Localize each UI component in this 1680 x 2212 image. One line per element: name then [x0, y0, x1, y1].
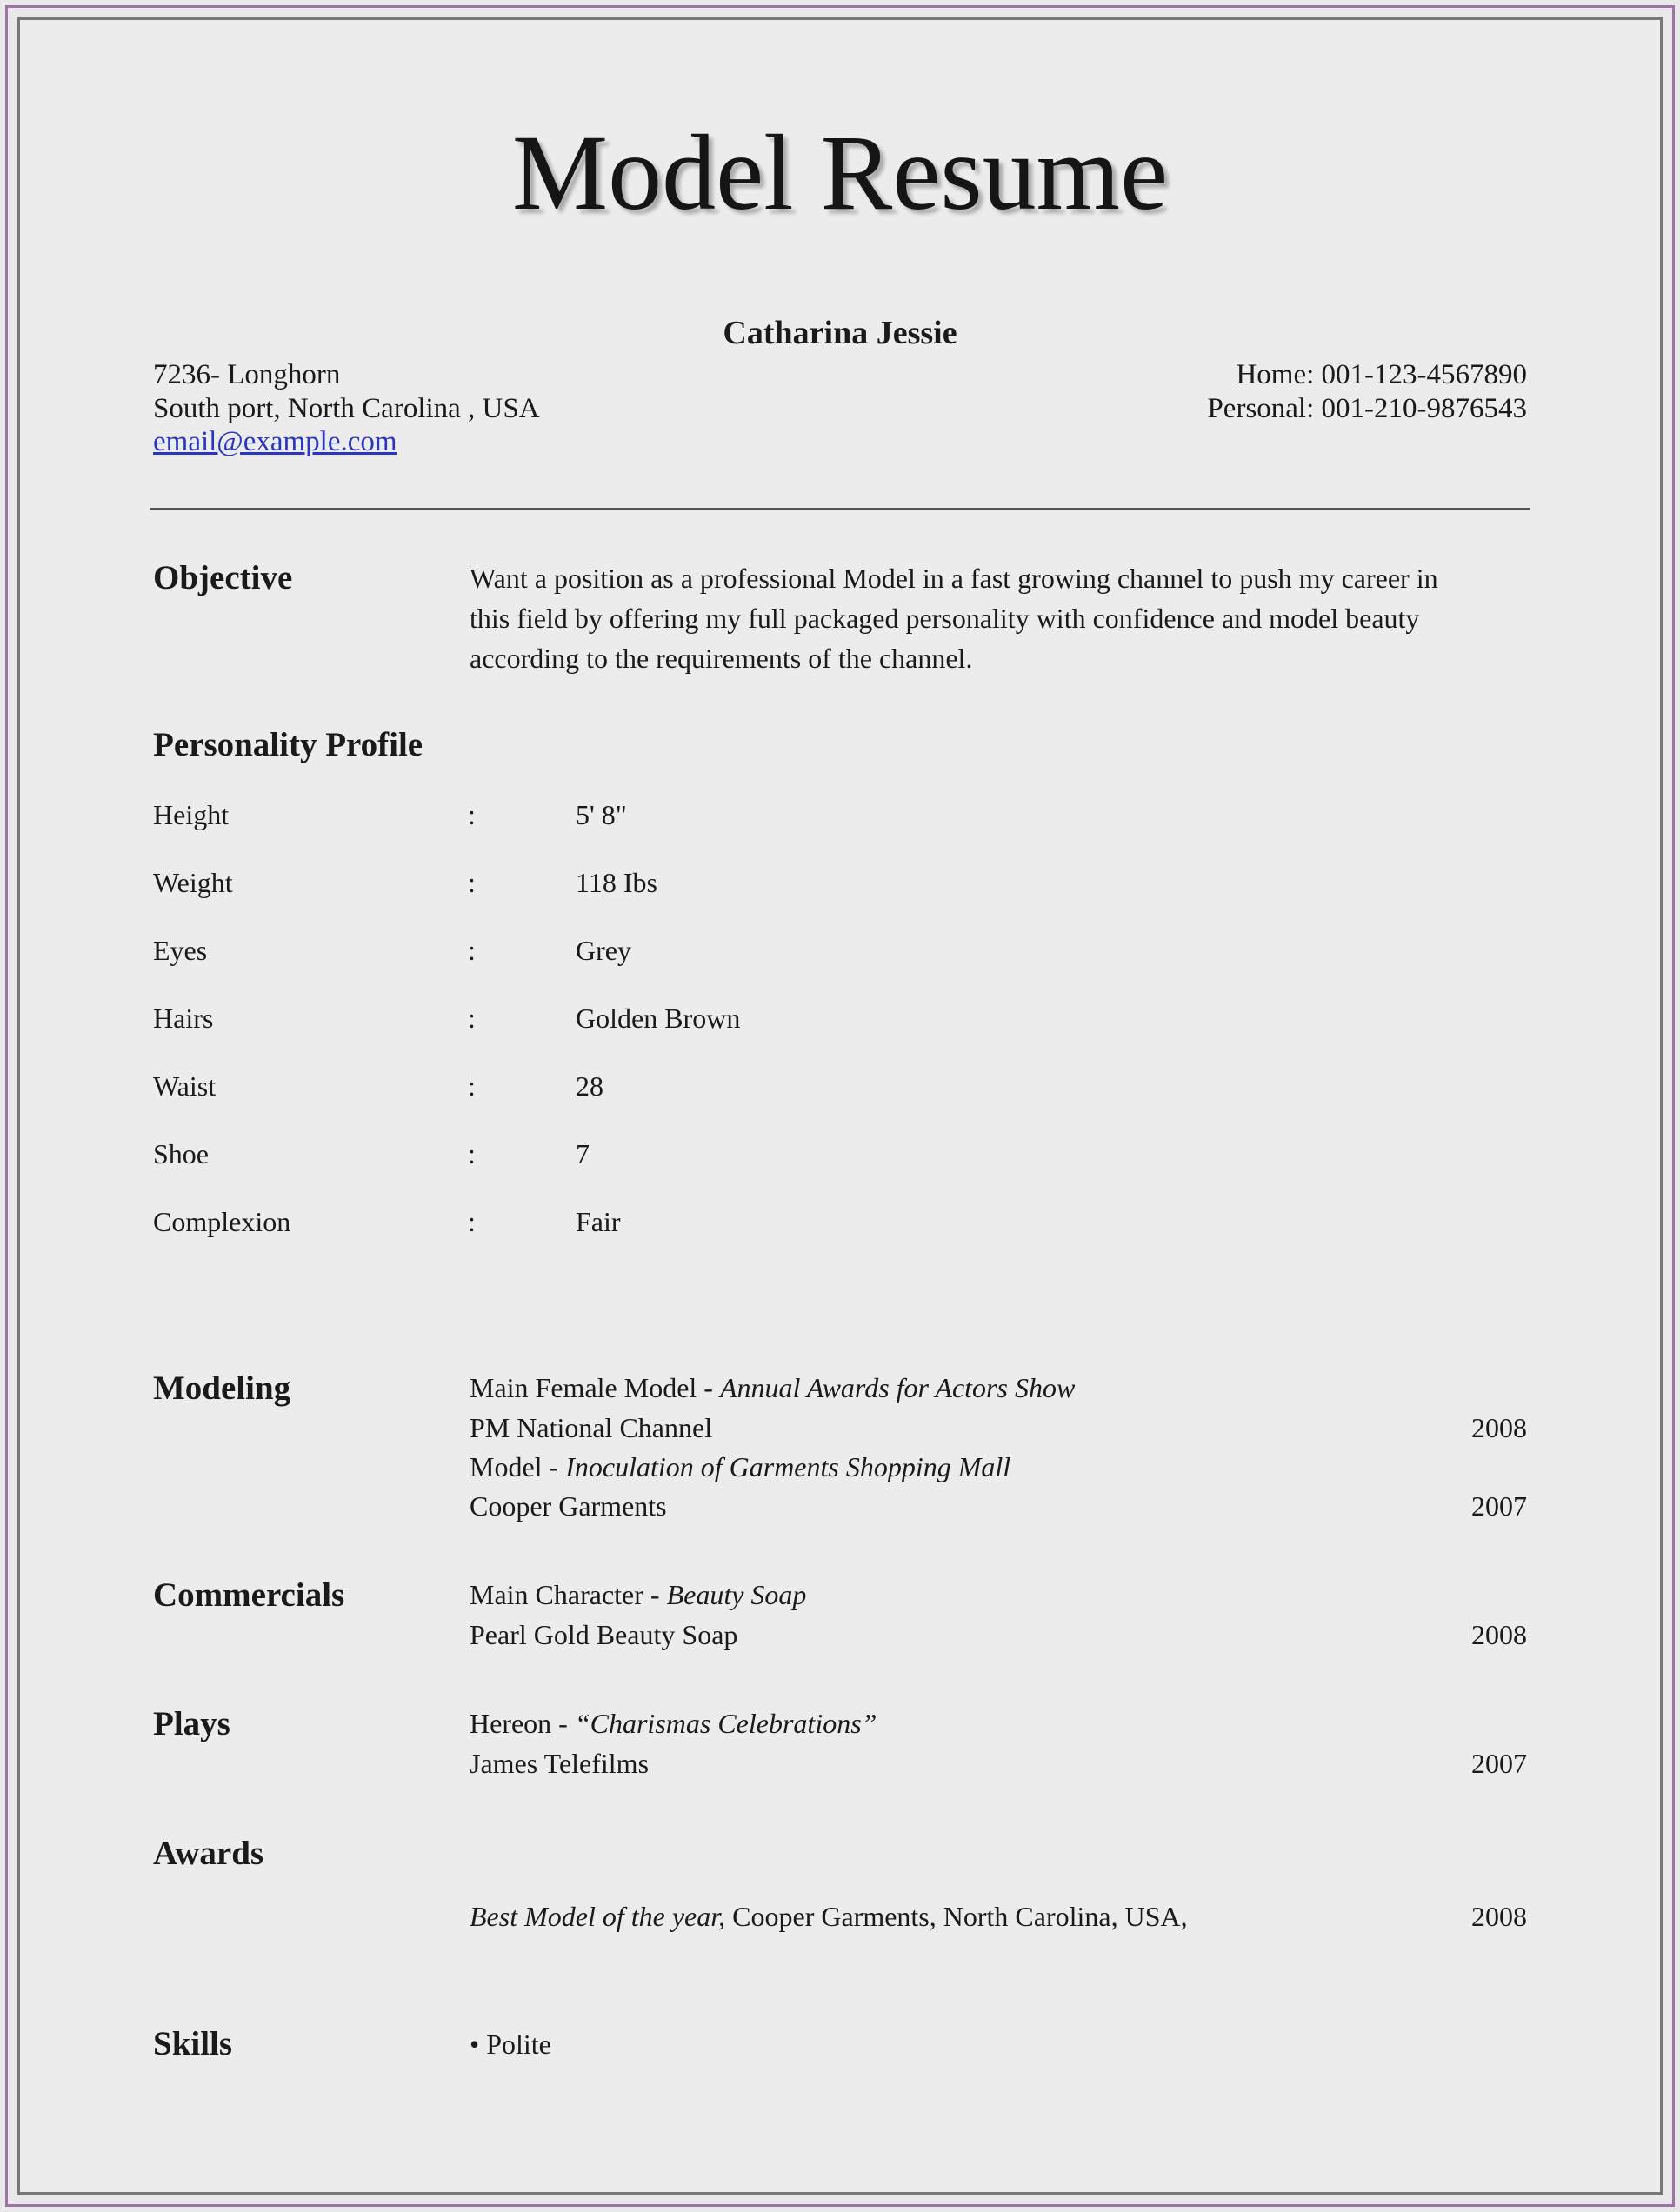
award-year: 2008 — [1471, 1901, 1527, 1932]
email-link[interactable]: email@example.com — [153, 426, 397, 457]
objective-line: Want a position as a professional Model in a fast growing channel to push my career in — [470, 563, 1438, 594]
profile-colon: : — [468, 799, 476, 830]
skill-item: • Polite — [470, 2029, 551, 2060]
entry-event: Inoculation of Garments Shopping Mall — [565, 1451, 1011, 1482]
objective-line: this field by offering my full packaged personality with confidence and model beauty — [470, 603, 1420, 634]
entry-role: Main Character - — [470, 1579, 667, 1610]
home-phone: Home: 001-123-4567890 — [1236, 359, 1527, 390]
entry-title — [470, 1708, 877, 1740]
personality-heading: Personality Profile — [153, 726, 423, 763]
profile-colon: : — [468, 1003, 476, 1034]
entry-event: “Charismas Celebrations” — [574, 1708, 877, 1739]
profile-colon: : — [468, 867, 476, 898]
profile-label: Hairs — [153, 1003, 214, 1034]
entry-role: Model - — [470, 1451, 566, 1482]
objective-line: according to the requirements of the channel. — [470, 643, 973, 674]
entry-event: Beauty Soap — [666, 1579, 807, 1610]
profile-colon: : — [468, 1138, 476, 1169]
entry-year: 2007 — [1471, 1748, 1527, 1779]
profile-value: 5' 8" — [576, 799, 627, 830]
address-line-1: 7236- Longhorn — [153, 359, 341, 390]
profile-value: Golden Brown — [576, 1003, 741, 1034]
profile-label: Eyes — [153, 935, 208, 966]
entry-title — [470, 1451, 1010, 1483]
profile-label: Waist — [153, 1070, 217, 1102]
entry-org: Pearl Gold Beauty Soap — [470, 1619, 738, 1650]
modeling-heading: Modeling — [153, 1369, 291, 1407]
profile-label: Height — [153, 799, 230, 830]
skills-heading: Skills — [153, 2025, 233, 2062]
entry-title — [470, 1372, 1075, 1404]
award-title: Best Model of the year, — [470, 1901, 726, 1932]
profile-value: 7 — [576, 1138, 590, 1169]
document-title: Model Resume — [511, 113, 1169, 232]
profile-colon: : — [468, 935, 476, 966]
profile-value: 28 — [576, 1070, 603, 1102]
profile-label: Complexion — [153, 1206, 291, 1237]
entry-org: James Telefilms — [470, 1748, 650, 1779]
profile-label: Weight — [153, 867, 233, 898]
entry-event: Annual Awards for Actors Show — [719, 1372, 1076, 1403]
profile-value: 118 Ibs — [576, 867, 657, 898]
objective-text — [470, 558, 1438, 678]
profile-colon: : — [468, 1070, 476, 1102]
header-divider — [150, 508, 1530, 510]
award-detail: Cooper Garments, North Carolina, USA, — [725, 1901, 1188, 1932]
address-line-2: South port, North Carolina , USA — [153, 393, 540, 424]
plays-heading: Plays — [153, 1705, 230, 1742]
entry-role: Hereon - — [470, 1708, 575, 1739]
entry-title — [470, 1579, 806, 1611]
profile-colon: : — [468, 1206, 476, 1237]
commercials-heading: Commercials — [153, 1576, 345, 1614]
entry-org: Cooper Garments — [470, 1490, 667, 1522]
profile-value: Fair — [576, 1206, 621, 1237]
profile-value: Grey — [576, 935, 631, 966]
entry-year: 2007 — [1471, 1490, 1527, 1522]
entry-year: 2008 — [1471, 1412, 1527, 1443]
award-entry — [470, 1901, 1188, 1933]
profile-label: Shoe — [153, 1138, 209, 1169]
objective-heading: Objective — [153, 559, 293, 596]
entry-org: PM National Channel — [470, 1412, 713, 1443]
personal-phone: Personal: 001-210-9876543 — [1207, 393, 1527, 424]
candidate-name: Catharina Jessie — [723, 315, 957, 351]
awards-heading: Awards — [153, 1835, 264, 1872]
entry-year: 2008 — [1471, 1619, 1527, 1650]
entry-role: Main Female Model - — [470, 1372, 720, 1403]
